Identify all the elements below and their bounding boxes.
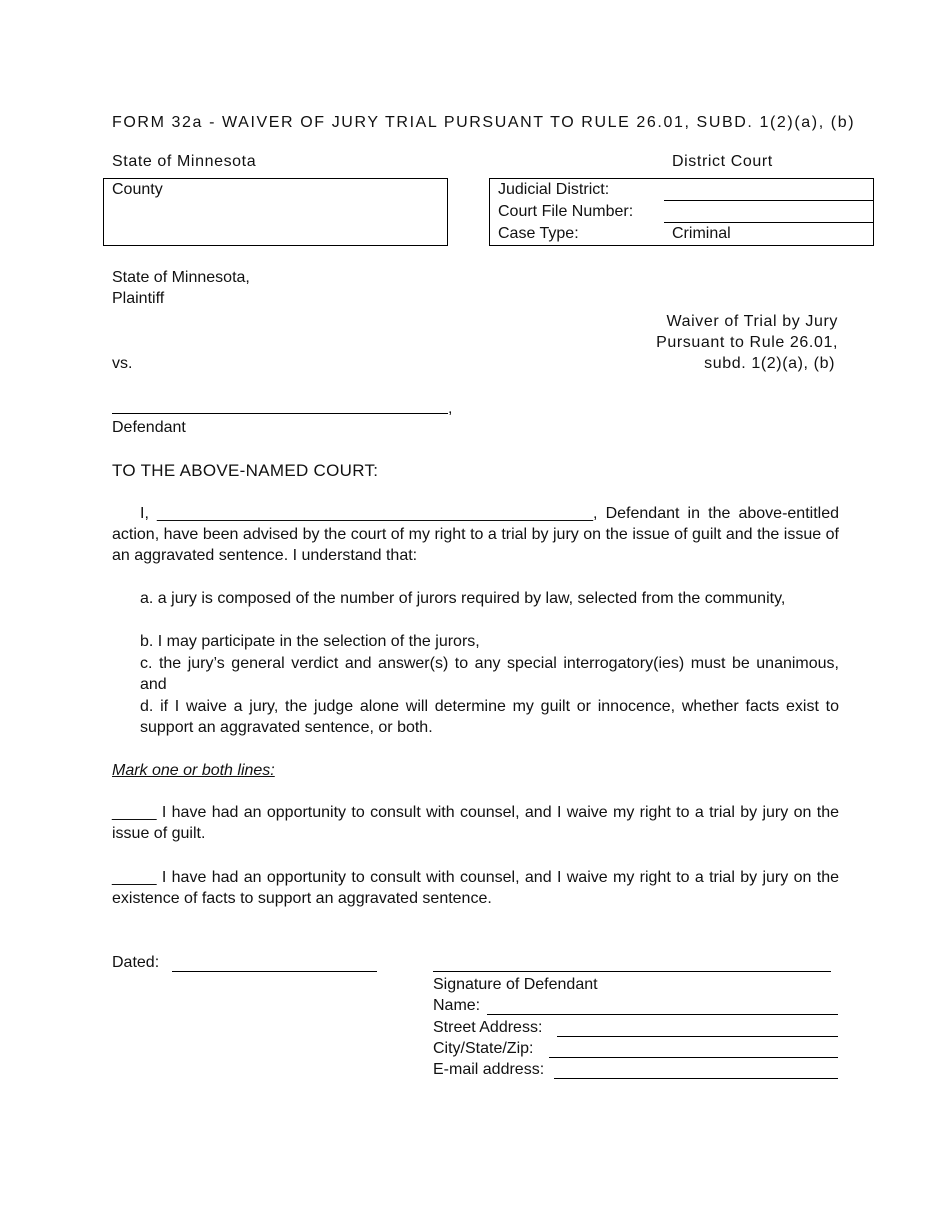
city-state-zip-label: City/State/Zip: [433, 1040, 534, 1057]
signature-line[interactable] [433, 971, 831, 972]
intro-paragraph: I, _________________________________________________, Defendant in the above-entitled action, have been advised by the court of my right to a trial by jury on the issue of guilt and the issue of an aggravated sentence. I understand that: [112, 505, 839, 564]
name-label: Name: [433, 997, 481, 1014]
court-label: District Court [672, 153, 773, 170]
document-title-line-2: Pursuant to Rule 26.01, [656, 334, 838, 351]
document-title-line-3: subd. 1(2)(a), (b) [704, 355, 835, 372]
email-address-field[interactable] [554, 1078, 838, 1079]
understanding-item-a: a. a jury is composed of the number of jurors required by law, selected from the community, [140, 590, 786, 607]
judicial-district-field[interactable] [664, 200, 874, 201]
dated-label: Dated: [112, 954, 160, 971]
understanding-item-b: b. I may participate in the selection of the jurors, [140, 633, 480, 650]
mark-instruction: Mark one or both lines: [112, 762, 275, 779]
waiver-aggravated-statement[interactable]: _____ I have had an opportunity to consult with counsel, and I waive my right to a trial by jury on the existence of facts to support an aggravated sentence. [112, 869, 839, 907]
plaintiff-label: Plaintiff [112, 290, 165, 307]
county-label: County [112, 181, 163, 198]
state-label: State of Minnesota [112, 153, 257, 170]
understanding-item-d: d. if I waive a jury, the judge alone will determine my guilt or innocence, whether facts exist to support an aggravated sentence, or both. [140, 698, 839, 736]
understanding-item-c: c. the jury’s general verdict and answer(s) to any special interrogatory(ies) must be unanimous, and [140, 655, 839, 693]
email-address-label: E-mail address: [433, 1061, 545, 1078]
case-type-label: Case Type: [498, 225, 579, 242]
case-type-value: Criminal [672, 225, 731, 242]
versus-label: vs. [112, 355, 133, 372]
county-box[interactable] [103, 178, 448, 246]
salutation: TO THE ABOVE-NAMED COURT: [112, 461, 379, 480]
plaintiff-name: State of Minnesota, [112, 269, 250, 286]
waiver-guilt-statement[interactable]: _____ I have had an opportunity to consult with counsel, and I waive my right to a trial by jury on the issue of guilt. [112, 804, 839, 842]
dated-field[interactable] [172, 971, 377, 972]
judicial-district-label: Judicial District: [498, 181, 610, 198]
defendant-name-field[interactable] [112, 413, 448, 414]
defendant-comma: , [448, 400, 453, 417]
street-address-field[interactable] [557, 1036, 838, 1037]
document-title-line-1: Waiver of Trial by Jury [666, 313, 838, 330]
street-address-label: Street Address: [433, 1019, 543, 1036]
city-state-zip-field[interactable] [549, 1057, 838, 1058]
case-info-box [489, 178, 874, 246]
court-file-number-label: Court File Number: [498, 203, 634, 220]
name-field[interactable] [487, 1014, 838, 1015]
signature-label: Signature of Defendant [433, 976, 598, 993]
defendant-label: Defendant [112, 419, 186, 436]
form-title: FORM 32a - WAIVER OF JURY TRIAL PURSUANT TO RULE 26.01, SUBD. 1(2)(a), (b) [112, 114, 856, 131]
